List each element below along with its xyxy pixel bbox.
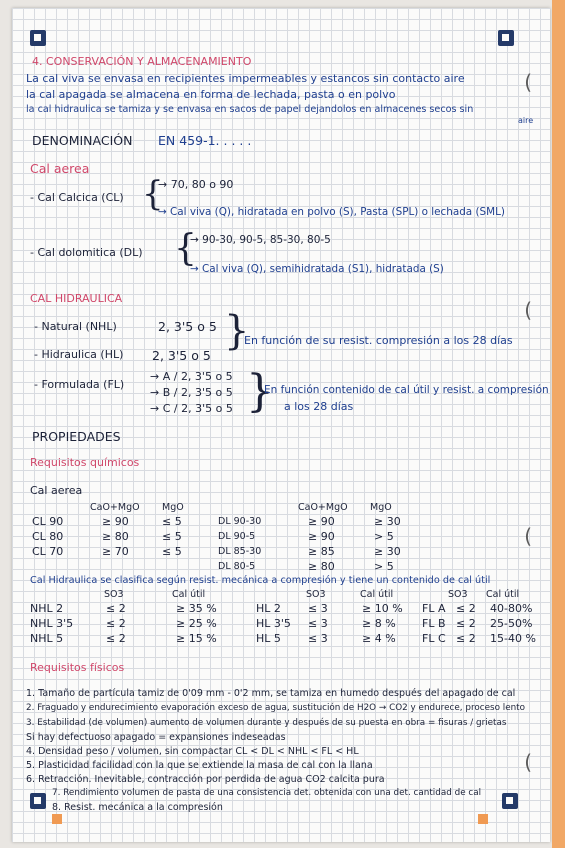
brace-icon: }: [246, 366, 274, 417]
dl-row-name: DL 90-5: [218, 531, 256, 542]
cl-row-value: ≤ 5: [162, 515, 182, 528]
brace-icon: {: [142, 174, 164, 214]
fisico-line: 4. Densidad peso / volumen, sin compactar CL < DL < NHL < FL < HL: [26, 746, 359, 757]
hyd-cell: ≥ 4 %: [362, 632, 396, 645]
fisico-line: 5. Plasticidad facilidad con la que se extiende la masa de cal con la llana: [26, 760, 373, 771]
dl-header: CaO+MgO: [298, 502, 348, 513]
binder-ring-icon: (: [524, 70, 532, 94]
fisico-line: 1. Tamaño de partícula tamiz de 0'09 mm - 0'2 mm, se tamiza en humedo después del apagado de cal: [26, 688, 516, 699]
hyd-cell: FL B: [422, 617, 446, 630]
dl-row-name: DL 85-30: [218, 546, 262, 557]
cl-row-value: ≤ 5: [162, 530, 182, 543]
hyd-cell: ≥ 15 %: [176, 632, 217, 645]
page-edge: [552, 0, 565, 848]
orange-marker-bottom-left: [52, 814, 62, 824]
hyd-cell: HL 5: [256, 632, 281, 645]
text-line: aire: [518, 116, 534, 125]
hyd-cell: NHL 5: [30, 632, 64, 645]
cl-row-name: CL 90: [32, 515, 64, 528]
dl-header: MgO: [370, 502, 392, 513]
hyd-cell: ≤ 2: [456, 617, 476, 630]
denominacion-norm: EN 459-1. . . . .: [158, 133, 252, 148]
calcica-forms: → Cal viva (Q), hidratada en polvo (S), Pasta (SPL) o lechada (SML): [158, 206, 505, 218]
dolomitica-name: - Cal dolomitica (DL): [30, 246, 143, 259]
orange-marker-bottom-right: [478, 814, 488, 824]
hyd-cell: NHL 2: [30, 602, 64, 615]
brace-note: En función de su resist. compresión a los 28 días: [244, 334, 513, 347]
hyd-cell: 25-50%: [490, 617, 533, 630]
formulada-note: En función contenido de cal útil y resist. a compresión: [264, 384, 549, 396]
hyd-cell: ≤ 2: [106, 617, 126, 630]
cal-aerea-subtitle: Cal aerea: [30, 484, 83, 497]
formulada-c: → C / 2, 3'5 o 5: [150, 402, 233, 415]
denominacion-label: DENOMINACIÓN: [32, 133, 133, 148]
fisico-line: 2. Fraguado y endurecimiento evaporación exceso de agua, sustitución de H2O → CO2 y endurece, proceso lento: [26, 703, 526, 713]
dl-row-value: ≥ 90: [308, 515, 335, 528]
hyd-cell: ≤ 3: [308, 602, 328, 615]
hyd-cell: ≥ 35 %: [176, 602, 217, 615]
dl-row-value: > 5: [374, 560, 394, 573]
hyd-cell: NHL 3'5: [30, 617, 74, 630]
calcica-name: - Cal Calcica (CL): [30, 191, 124, 204]
hyd-cell: ≥ 8 %: [362, 617, 396, 630]
dl-row-value: ≥ 30: [374, 545, 401, 558]
corner-marker-top-right: [498, 30, 514, 46]
hyd-cell: 15-40 %: [490, 632, 536, 645]
fisico-line: 8. Resist. mecánica a la compresión: [52, 802, 223, 813]
hyd-cell: ≥ 10 %: [362, 602, 403, 615]
cl-row-value: ≥ 80: [102, 530, 129, 543]
hidraulica-values: 2, 3'5 o 5: [152, 348, 211, 363]
hyd-header: SO3: [448, 589, 468, 600]
propiedades-title: PROPIEDADES: [32, 429, 121, 444]
dl-row-name: DL 80-5: [218, 561, 256, 572]
hyd-header: Cal útil: [172, 589, 206, 600]
brace-icon: }: [224, 308, 250, 354]
hyd-cell: ≥ 25 %: [176, 617, 217, 630]
cl-header: CaO+MgO: [90, 502, 140, 513]
hyd-header: SO3: [306, 589, 326, 600]
dolomitica-forms: → Cal viva (Q), semihidratada (S1), hidratada (S): [190, 263, 444, 275]
corner-marker-bottom-left: [30, 793, 46, 809]
formulada-name: - Formulada (FL): [34, 378, 125, 391]
hyd-cell: ≤ 2: [456, 602, 476, 615]
cl-row-value: ≤ 5: [162, 545, 182, 558]
binder-ring-icon: (: [524, 524, 532, 548]
natural-name: - Natural (NHL): [34, 320, 117, 333]
cal-aerea-title: Cal aerea: [30, 161, 90, 176]
cl-row-name: CL 70: [32, 545, 64, 558]
corner-marker-top-left: [30, 30, 46, 46]
text-line: La cal viva se envasa en recipientes impermeables y estancos sin contacto aire: [26, 72, 465, 85]
hyd-cell: ≤ 2: [456, 632, 476, 645]
dl-row-value: > 5: [374, 530, 394, 543]
quimicos-title: Requisitos químicos: [30, 456, 140, 469]
section-title: 4. CONSERVACIÓN Y ALMACENAMIENTO: [32, 55, 252, 68]
fisicos-title: Requisitos físicos: [30, 661, 125, 674]
dl-row-name: DL 90-30: [218, 516, 262, 527]
natural-values: 2, 3'5 o 5: [158, 319, 217, 334]
hyd-cell: HL 3'5: [256, 617, 291, 630]
text-line: la cal hidraulica se tamiza y se envasa en sacos de papel dejandolos en almacenes secos sin: [26, 104, 474, 115]
formulada-a: → A / 2, 3'5 o 5: [150, 370, 233, 383]
fisico-line: 7. Rendimiento volumen de pasta de una consistencia det. obtenida con una det. cantidad de cal: [52, 788, 482, 798]
hyd-header: SO3: [104, 589, 124, 600]
hyd-cell: ≤ 3: [308, 632, 328, 645]
dl-row-value: ≥ 85: [308, 545, 335, 558]
cl-row-value: ≥ 70: [102, 545, 129, 558]
notebook-page: [12, 8, 550, 842]
corner-marker-bottom-right: [502, 793, 518, 809]
brace-icon: {: [174, 228, 197, 269]
formulada-b: → B / 2, 3'5 o 5: [150, 386, 233, 399]
hyd-cell: ≤ 3: [308, 617, 328, 630]
cal-hidraulica-title: CAL HIDRAULICA: [30, 292, 123, 305]
cl-row-name: CL 80: [32, 530, 64, 543]
hyd-cell: ≤ 2: [106, 602, 126, 615]
text-line: la cal apagada se almacena en forma de lechada, pasta o en polvo: [26, 88, 396, 101]
fisico-line: 3. Estabilidad (de volumen) aumento de volumen durante y después de su puesta en obra = fisuras / grietas: [26, 718, 507, 728]
hyd-cell: ≤ 2: [106, 632, 126, 645]
hidraulica-line: Cal Hidraulica se clasifica según resist. mecánica a compresión y tiene un contenido de cal útil: [30, 575, 491, 586]
fisico-line: 6. Retracción. Inevitable, contracción por perdida de agua CO2 calcita pura: [26, 774, 385, 785]
dl-row-value: ≥ 90: [308, 530, 335, 543]
hyd-cell: HL 2: [256, 602, 281, 615]
dl-row-value: ≥ 30: [374, 515, 401, 528]
hyd-cell: FL A: [422, 602, 446, 615]
cl-header: MgO: [162, 502, 184, 513]
cl-row-value: ≥ 90: [102, 515, 129, 528]
hidraulica-name: - Hidraulica (HL): [34, 348, 124, 361]
binder-ring-icon: (: [524, 750, 532, 774]
hyd-cell: FL C: [422, 632, 446, 645]
binder-ring-icon: (: [524, 298, 532, 322]
hyd-header: Cal útil: [360, 589, 394, 600]
hyd-header: Cal útil: [486, 589, 520, 600]
hyd-cell: 40-80%: [490, 602, 533, 615]
calcica-values: → 70, 80 o 90: [158, 178, 234, 191]
dl-row-value: ≥ 80: [308, 560, 335, 573]
formulada-note: a los 28 días: [284, 400, 354, 413]
fisico-line: Si hay defectuoso apagado = expansiones indeseadas: [26, 732, 286, 743]
dolomitica-values: → 90-30, 90-5, 85-30, 80-5: [190, 234, 331, 246]
